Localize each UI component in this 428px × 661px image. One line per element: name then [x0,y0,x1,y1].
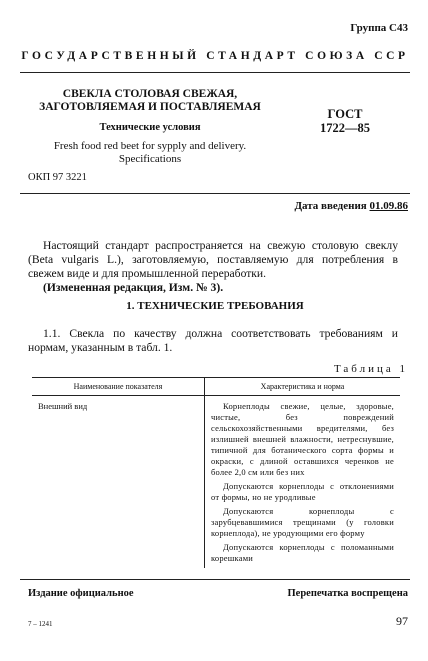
norm-paragraph: Корнеплоды свежие, целые, здоровые, чистые, без повреждений сельскохозяйственными вредителями, без излишней внешней влажности, нетреснувшие, типичной для ботанического сорта формы и окраски, с длиной оставшихся черенков не более 2,0 см или без них [211,401,394,477]
effective-date [294,200,408,212]
footer-divider [20,579,410,580]
document-title [20,88,280,114]
table-header-norm: Характеристика и норма [205,378,401,396]
official-edition: Издание официальное [28,588,134,599]
standard-title: ГОСУДАРСТВЕННЫЙ СТАНДАРТ СОЮЗА ССР [21,50,409,62]
gost-label: ГОСТ [327,107,363,121]
table-header-indicator: Наименование показателя [32,378,205,396]
document-subtitle: Технические условия [99,122,201,133]
norm-paragraph: Допускаются корнеплоды с поломанными корешками [211,542,394,563]
group-code: Группа С43 [350,22,408,34]
document-title-line-2: ЗАГОТОВЛЯЕМАЯ И ПОСТАВЛЯЕМАЯ [39,101,261,113]
table-label: Таблица 1 [333,363,408,375]
table-cell-indicator: Внешний вид [38,401,88,411]
english-title [20,140,280,166]
english-title-line-2: Specifications [118,153,182,165]
page-number: 97 [396,614,408,628]
revision-note: (Измененная редакция, Изм. № 3). [43,281,224,294]
reprint-prohibited: Перепечатка воспрещена [287,588,408,599]
clause-1-1: 1.1. Свекла по качеству должна соответствовать требованиям и нормам, указанным в табл. 1. [28,327,398,354]
intro-paragraph: Настоящий стандарт распространяется на свежую столовую свеклу (Beta vulgaris L.), заготовляемую, поставляемую для потребления в свежем виде и для промышленной переработки. [28,239,398,280]
print-code: 7 – 1241 [28,620,53,628]
gost-designation [320,107,370,135]
norm-paragraph: Допускаются корнеплоды с отклонениями от формы, но не уродливые [211,481,394,502]
table-row [32,396,400,568]
norm-paragraph: Допускаются корнеплоды с зарубцевавшимися трещинами (у головки корнеплода), не уродующими его форму [211,506,394,538]
okp-code: ОКП 97 3221 [28,172,87,183]
effective-date-value: 01.09.86 [369,200,408,212]
gost-number: 1722—85 [320,121,370,135]
table-cell-norm [205,396,401,568]
section-heading: 1. ТЕХНИЧЕСКИЕ ТРЕБОВАНИЯ [126,300,304,312]
okp-divider [20,193,410,194]
table-header-row [32,378,400,396]
document-title-line-1: СВЕКЛА СТОЛОВАЯ СВЕЖАЯ, [62,88,238,100]
requirements-table [32,377,400,568]
effective-date-label: Дата введения [294,200,367,212]
english-title-line-1: Fresh food red beet for sypply and delivery. [53,140,247,152]
header-divider [20,72,410,73]
